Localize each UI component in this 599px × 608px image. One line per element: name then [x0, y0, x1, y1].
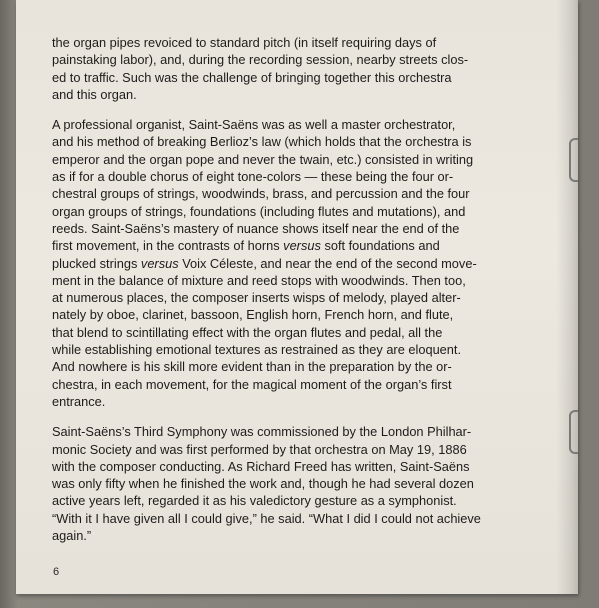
text-line: chestral groups of strings, woodwinds, brass, and percussion and the four [52, 186, 470, 202]
text-line: reeds. Saint-Saëns’s mastery of nuance shows itself near the end of the [52, 220, 460, 236]
text-line: entrance. [52, 393, 106, 409]
body-text [52, 34, 548, 557]
text-line: active years left, regarded it as his valedictory gesture as a symphonist. [52, 493, 457, 509]
text-line: the organ pipes revoiced to standard pitch (in itself requiring days of [52, 35, 437, 50]
text-line: nately by oboe, clarinet, bassoon, English horn, French horn, and flute, [52, 307, 454, 323]
text-line: was only fifty when he finished the work and, though he had several dozen [52, 476, 474, 492]
text-line: ment in the balance of mixture and reed stops with woodwinds. Then too, [52, 272, 466, 288]
paragraph [52, 34, 548, 103]
text-line: while establishing emotional textures as restrained as they are eloquent. [52, 342, 462, 358]
text-line: “With it I have given all I could give,” he said. “What I did I could not achieve [52, 510, 481, 526]
text-line: plucked strings versus Voix Céleste, and near the end of the second move- [52, 255, 477, 271]
text-line: as if for a double chorus of eight tone-colors — these being the four or- [52, 169, 454, 185]
text-line: Saint-Saëns’s Third Symphony was commissioned by the London Philhar- [52, 424, 472, 440]
text-line: again.” [52, 528, 92, 544]
paragraph [52, 116, 548, 410]
text-line: And nowhere is his skill more evident than in the preparation by the or- [52, 359, 452, 375]
text-line: A professional organist, Saint-Saëns was as well a master orchestrator, [52, 117, 456, 133]
text-line: monic Society and was first performed by that orchestra on May 19, 1886 [52, 441, 467, 457]
staple-bottom [569, 410, 578, 454]
text-line: and this organ. [52, 86, 137, 102]
spine-shadow [556, 0, 578, 594]
text-line: first movement, in the contrasts of horns versus soft foundations and [52, 238, 440, 254]
text-line: chestra, in each movement, for the magical moment of the organ’s first [52, 376, 452, 392]
staple-top [569, 138, 578, 182]
booklet-page [16, 0, 578, 594]
page-number: 6 [53, 566, 60, 578]
text-line: that blend to scintillating effect with the organ flutes and pedal, all the [52, 324, 443, 340]
paragraph [52, 423, 548, 544]
text-line: ed to traffic. Such was the challenge of bringing together this orchestra [52, 69, 452, 85]
text-line: emperor and the organ pope and never the twain, etc.) consisted in writing [52, 151, 474, 167]
text-line: painstaking labor), and, during the recording session, nearby streets clos- [52, 52, 469, 68]
text-line: with the composer conducting. As Richard Freed has written, Saint-Saëns [52, 458, 470, 474]
text-line: at numerous places, the composer inserts wisps of melody, played alter- [52, 290, 461, 306]
text-line: and his method of breaking Berlioz’s law (which holds that the orchestra is [52, 134, 472, 150]
text-line: organ groups of strings, foundations (including flutes and mutations), and [52, 203, 466, 219]
